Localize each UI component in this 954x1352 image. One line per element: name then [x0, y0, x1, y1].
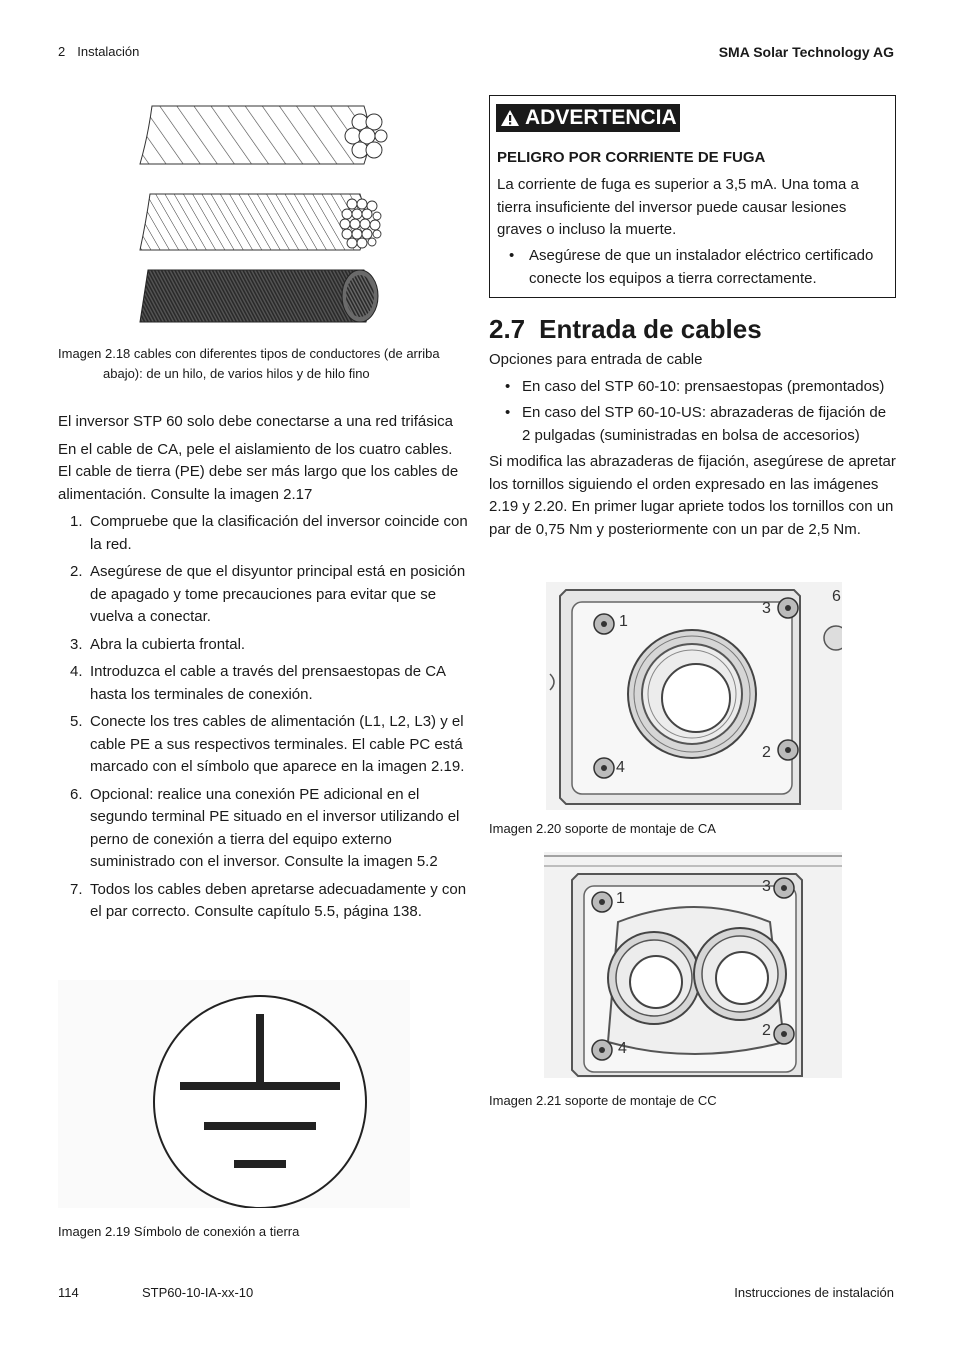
screw-label-4: 4 — [616, 759, 625, 776]
paragraph-strip-insulation: En el cable de CA, pele el aislamiento de los cuatro cables. El cable de tierra (PE) debe ser más largo que los cables de alimentación. Consulte la imagen 2.17 — [58, 440, 459, 503]
right-column — [489, 349, 896, 545]
screw-label-3: 3 — [762, 600, 771, 617]
figure-2-21-caption: Imagen 2.21 soporte de montaje de CC — [489, 1093, 717, 1108]
screw-label-2: 2 — [762, 744, 771, 761]
screw-label-2: 2 — [762, 1022, 771, 1039]
dc-mounting-plate-illustration — [544, 852, 842, 1078]
footer-doc-title: Instrucciones de instalación — [734, 1285, 894, 1300]
ac-mounting-plate-illustration — [546, 582, 842, 810]
screw-label-3: 3 — [762, 878, 771, 895]
step-number: 3. — [70, 635, 83, 653]
header-section-title: Instalación — [77, 44, 140, 59]
footer-doc-code: STP60-10-IA-xx-10 — [142, 1285, 254, 1300]
warning-body: La corriente de fuga es superior a 3,5 mA. Una toma a tierra insuficiente del inversor puede causar lesiones graves o incluso la muerte. — [497, 176, 859, 238]
bullet-dot: • — [509, 247, 515, 264]
step-item — [58, 661, 468, 706]
step-number: 5. — [70, 713, 83, 730]
step-item — [58, 711, 468, 779]
step-number: 1. — [70, 513, 83, 530]
figure-2-18-caption-line1: Imagen 2.18 cables con diferentes tipos de conductores (de arriba — [58, 346, 440, 361]
step-item — [58, 511, 468, 556]
step-number: 7. — [70, 880, 83, 898]
step-item — [58, 561, 468, 629]
screw-label-1: 1 — [619, 613, 628, 630]
figure-2-20-caption: Imagen 2.20 soporte de montaje de CA — [489, 821, 716, 836]
step-text: Conecte los tres cables de alimentación (L1, L2, L3) y el cable PE a sus respectivos terminales. El cable PC está marcado con el símbolo que aparece en la imagen 2.19. — [90, 713, 465, 775]
step-text: Asegúrese de que el disyuntor principal está en posición de apagado y tome precauciones para evitar que se vuelva a conectar. — [90, 563, 466, 625]
step-text: Introduzca el cable a través del prensaestopas de CA hasta los terminales de conexión. — [90, 663, 446, 703]
step-number: 4. — [70, 663, 83, 680]
figure-2-18-caption — [58, 344, 468, 384]
cable-gland — [628, 630, 756, 758]
stranded-conductor-cable — [140, 194, 381, 250]
installation-steps-list — [58, 511, 468, 924]
list-item — [489, 402, 896, 447]
cable-gland-right — [694, 928, 786, 1020]
figure-2-19-caption: Imagen 2.19 Símbolo de conexión a tierra — [58, 1224, 300, 1239]
cable-gland-left — [608, 932, 700, 1024]
list-item — [489, 376, 896, 399]
figure-ground-symbol — [58, 980, 410, 1208]
step-text: Compruebe que la clasificación del inversor coincide con la red. — [90, 513, 468, 553]
screw-label-1: 1 — [616, 890, 625, 907]
section-title: Entrada de cables — [539, 314, 762, 344]
section-number: 2.7 — [489, 314, 526, 344]
fine-stranded-conductor-cable — [140, 270, 378, 322]
figure-2-18-caption-line2: abajo): de un hilo, de varios hilos y de hilo fino — [103, 366, 370, 381]
screw-label-4: 4 — [618, 1040, 627, 1057]
warning-bullet — [497, 245, 889, 290]
option-text: En caso del STP 60-10: prensaestopas (premontados) — [522, 377, 885, 395]
step-text: Abra la cubierta frontal. — [90, 635, 246, 653]
header-section-number: 2 — [58, 44, 66, 59]
figure-dc-mounting-plate — [544, 852, 842, 1078]
step-item — [58, 879, 468, 924]
warning-bullet-text: Asegúrese de que un instalador eléctrico certificado conecte los equipos a tierra correctamente. — [529, 247, 874, 287]
option-text: En caso del STP 60-10-US: abrazaderas de fijación de 2 pulgadas (suministradas en bolsa de accesorios) — [522, 404, 887, 444]
step-number: 6. — [70, 785, 83, 803]
solid-conductor-cable — [140, 106, 387, 164]
page-header-section — [58, 43, 139, 61]
step-item — [58, 784, 468, 874]
paragraph-grid-connection: El inversor STP 60 solo debe conectarse a una red trifásica — [58, 413, 453, 430]
partial-label: 6 — [832, 588, 841, 605]
ground-symbol-icon — [58, 980, 410, 1208]
warning-title: PELIGRO POR CORRIENTE DE FUGA — [497, 149, 766, 166]
paragraph-torque: Si modifica las abrazaderas de fijación, asegúrese de apretar los tornillos siguiendo el orden expresado en las imágenes 2.19 y 2.20. En primer lugar apriete todos los tornillos con un par de 0,75 Nm y posteriormente con un par de 2,5 Nm. — [489, 453, 896, 538]
left-column — [58, 411, 468, 929]
figure-ac-mounting-plate — [546, 582, 842, 810]
warning-header — [496, 104, 680, 132]
step-number: 2. — [70, 563, 83, 580]
step-text: Opcional: realice una conexión PE adicional en el segundo terminal PE situado en el inversor utilizando el perno de conexión a tierra del equipo externo suministrado con el inversor. Consulte la imagen 5.2 — [90, 785, 460, 870]
step-text: Todos los cables deben apretarse adecuadamente y con el par correcto. Consulte capítulo 5.5, página 138. — [90, 880, 467, 920]
section-heading — [489, 312, 762, 346]
warning-label: ADVERTENCIA — [525, 106, 677, 129]
bullet-dot: • — [505, 377, 511, 395]
cable-entry-options — [489, 376, 896, 448]
header-company: SMA Solar Technology AG — [718, 44, 894, 60]
section-intro: Opciones para entrada de cable — [489, 351, 703, 368]
figure-cable-types — [138, 100, 388, 330]
bullet-dot: • — [505, 404, 511, 421]
warning-box — [489, 95, 896, 298]
footer-page-number: 114 — [58, 1285, 79, 1300]
cable-types-illustration — [138, 100, 388, 330]
warning-triangle-icon — [500, 109, 520, 127]
step-item — [58, 634, 468, 657]
